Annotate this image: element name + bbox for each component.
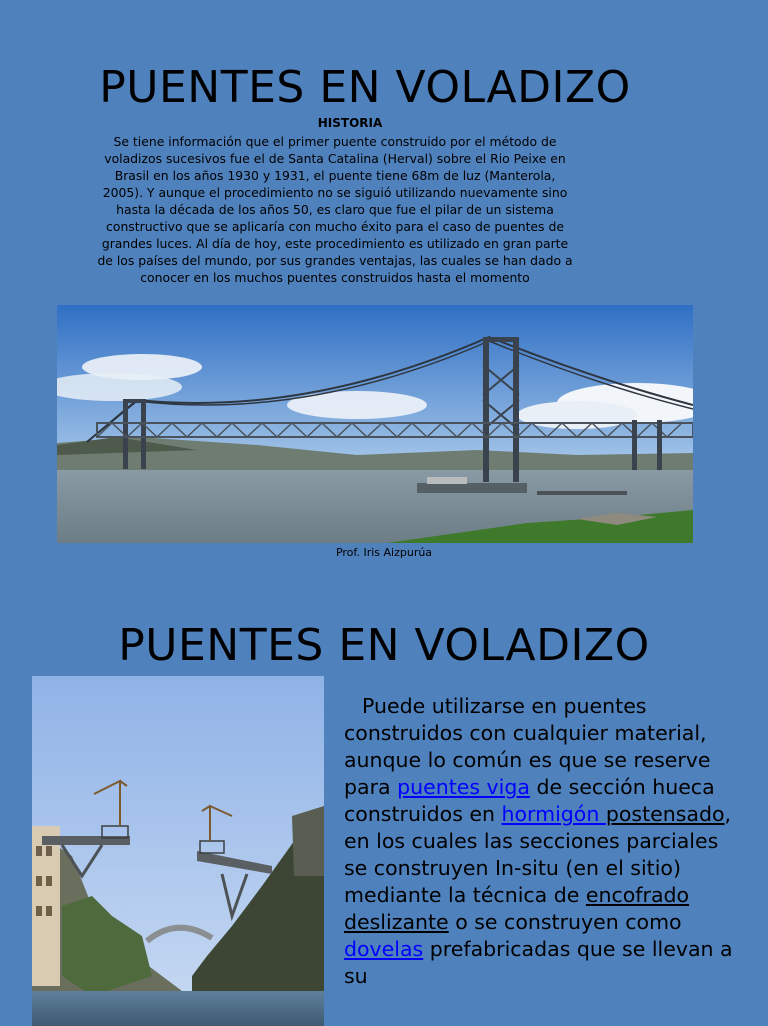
body-text: o se construyen como	[448, 910, 682, 934]
cantilever-construction-photo	[32, 676, 324, 1026]
slide-title: PUENTES EN VOLADIZO	[118, 620, 650, 671]
body-text: prefabricadas que se llevan a su	[344, 937, 733, 988]
link-dovelas[interactable]: dovelas	[344, 937, 424, 961]
body-text: de sección hueca construidos en	[344, 775, 715, 826]
section-heading: HISTORIA	[317, 116, 383, 130]
body-text: Puede utilizarse en puentes construidos con cualquier material, aunque lo común es que se reserve para	[344, 694, 711, 799]
link-puentes-viga[interactable]: puentes viga	[397, 775, 530, 799]
history-paragraph: Se tiene información que el primer puente construido por el método de voladizos sucesivos fue el de Santa Catalina (Herval) sobre el Rio Peixe en Brasil en los años 1930 y 1931, el puente tiene 68m de luz (Manterola, 2005). Y aunque el procedimiento no se siguió utilizando nuevamente sino hasta la década de los años 50, es claro que fue el pilar de un sistema constructivo que se aplicaría con mucho éxito para el caso de puentes de grandes luces. Al día de hoy, este procedimiento es utilizado en gran parte de los países del mundo, por sus grandes ventajas, las cuales se han dado a conocer en los muchos puentes construidos hasta el momento	[97, 134, 573, 285]
description-paragraph	[344, 693, 744, 990]
slide-title: PUENTES EN VOLADIZO	[99, 62, 631, 113]
body-text: , en los cuales las secciones parciales se construyen In-situ (en el sitio) mediante la técnica de	[344, 802, 732, 907]
slide-descripcion	[0, 600, 768, 1024]
underlined-text: postensado	[605, 802, 725, 826]
underlined-text: encofrado deslizante	[344, 883, 690, 934]
link-hormigon[interactable]: hormigón	[501, 802, 606, 826]
suspension-bridge-photo	[57, 305, 693, 543]
author-caption: Prof. Iris Aizpurúa	[335, 546, 433, 559]
